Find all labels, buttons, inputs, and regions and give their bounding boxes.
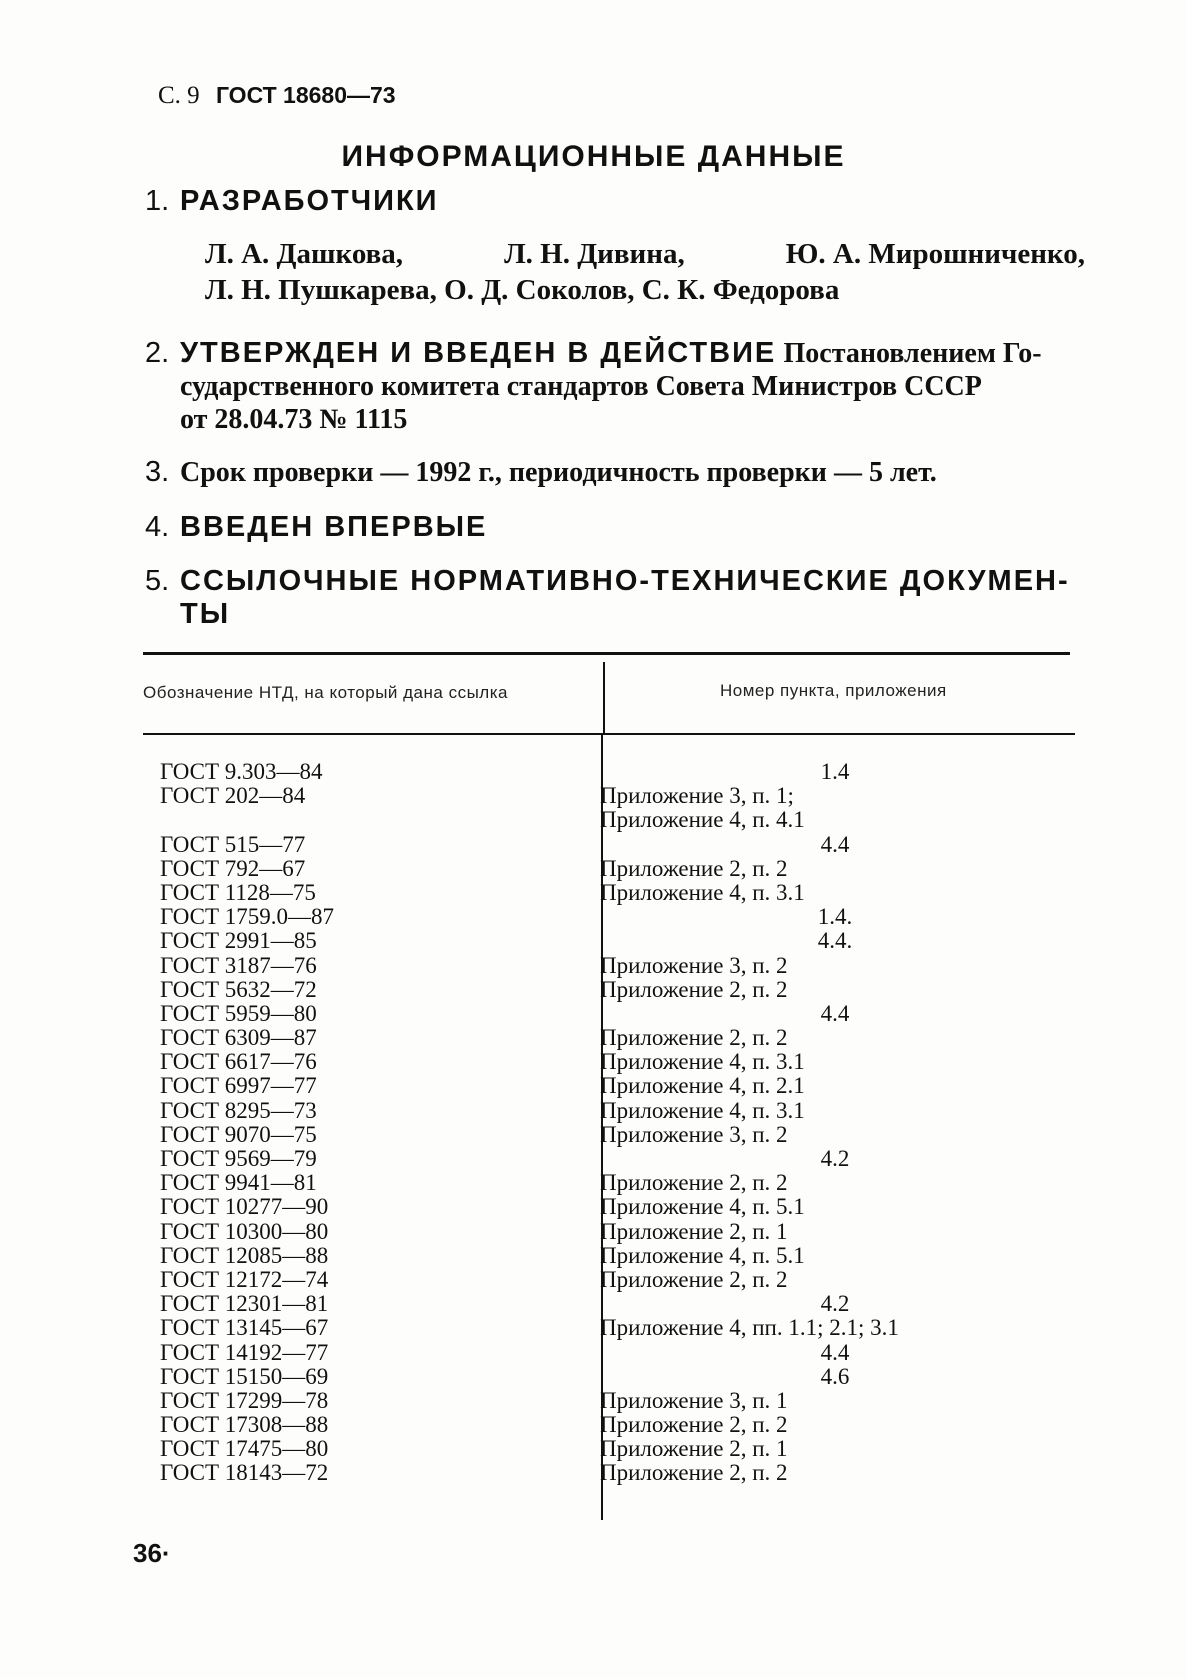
table-cell: Приложение 4, п. 5.1 [600, 1194, 805, 1220]
table-cell: ГОСТ 515—77 [160, 831, 306, 857]
table-cell: ГОСТ 8295—73 [160, 1097, 317, 1123]
table-cell: Приложение 3, п. 1; [600, 783, 794, 809]
page-ref: С. 9 [158, 82, 200, 109]
table-cell: ГОСТ 6997—77 [160, 1073, 317, 1099]
table-cell: Приложение 2, п. 2 [600, 1170, 788, 1196]
table-cell: ГОСТ 9070—75 [160, 1121, 317, 1147]
section-4: 4. ВВЕДЕН ВПЕРВЫЕ [145, 511, 488, 543]
section-1-title: РАЗРАБОТЧИКИ [180, 185, 439, 217]
table-cell: ГОСТ 10277—90 [160, 1194, 329, 1220]
table-cell: ГОСТ 202—84 [160, 783, 306, 809]
table-cell: ГОСТ 6309—87 [160, 1025, 317, 1051]
table-cell: Приложение 3, п. 2 [600, 952, 788, 978]
table-cell: Приложение 2, п. 2 [600, 855, 788, 881]
page-number: 36· [133, 1538, 171, 1568]
table-cell: 4.4 [820, 1000, 850, 1026]
table-cell: ГОСТ 5632—72 [160, 976, 317, 1002]
table-cell: ГОСТ 17308—88 [160, 1412, 329, 1438]
table-cell: Приложение 2, п. 2 [600, 1025, 788, 1051]
header-column-divider [603, 662, 605, 734]
table-cell: ГОСТ 10300—80 [160, 1218, 329, 1244]
table-cell: Приложение 2, п. 2 [600, 1460, 788, 1486]
table-cell: ГОСТ 15150—69 [160, 1363, 329, 1389]
authors-list [205, 236, 1085, 308]
table-cell: 4.4 [820, 831, 850, 857]
table-cell: 4.2 [820, 1146, 850, 1171]
section-1-heading: 1. РАЗРАБОТЧИКИ [145, 185, 439, 217]
table-cell: Приложение 2, п. 2 [600, 1412, 788, 1438]
table-cell: ГОСТ 1759.0—87 [160, 904, 335, 930]
table-cell: Приложение 4, п. 3.1 [600, 879, 805, 905]
table-cell: Приложение 2, п. 2 [600, 976, 788, 1002]
table-cell: 1.4. [817, 904, 853, 930]
table-cell: ГОСТ 14192—77 [160, 1339, 329, 1365]
author: Л. А. Дашкова, [205, 238, 404, 270]
table-cell: 4.4 [820, 1339, 850, 1365]
table-cell: Приложение 2, п. 1 [600, 1436, 788, 1462]
table-cell: Приложение 2, п. 2 [600, 1266, 788, 1292]
table-cell: ГОСТ 9941—81 [160, 1170, 317, 1196]
table-cell: ГОСТ 9569—79 [160, 1146, 317, 1171]
author: Ю. А. Мирошниченко, [785, 238, 1085, 270]
table-cell: ГОСТ 9.303—84 [160, 759, 323, 784]
table-cell: Приложение 4, п. 4.1 [600, 807, 805, 833]
table-top-rule [143, 652, 1070, 655]
table-cell: 4.4. [817, 928, 853, 954]
authors-line-2: Л. Н. Пушкарева, О. Д. Соколов, С. К. Федорова [205, 274, 840, 306]
ntd-column [160, 760, 580, 1486]
table-cell: ГОСТ 17475—80 [160, 1436, 329, 1462]
table-cell: ГОСТ 12172—74 [160, 1266, 329, 1292]
table-cell: ГОСТ 5959—80 [160, 1000, 317, 1026]
table-cell: ГОСТ 13145—67 [160, 1315, 329, 1341]
table-cell: Приложение 2, п. 1 [600, 1218, 788, 1244]
section-3: 3. Срок проверки — 1992 г., периодичность проверки — 5 лет. [145, 456, 937, 488]
table-cell: ГОСТ 792—67 [160, 855, 306, 881]
column-header-item: Номер пункта, приложения [720, 681, 947, 700]
table-cell: Приложение 4, п. 5.1 [600, 1242, 805, 1268]
table-header-rule [143, 733, 1075, 735]
page-header [158, 82, 396, 110]
table-cell: Приложение 3, п. 2 [600, 1121, 788, 1147]
table-cell: Приложение 4, п. 3.1 [600, 1097, 805, 1123]
table-cell: ГОСТ 12301—81 [160, 1291, 329, 1317]
table-cell: Приложение 4, п. 2.1 [600, 1073, 805, 1099]
table-cell: 1.4 [820, 759, 850, 784]
table-cell: ГОСТ 2991—85 [160, 928, 317, 954]
table-cell: ГОСТ 12085—88 [160, 1242, 329, 1268]
table-cell: 4.2 [820, 1291, 850, 1317]
table-cell: ГОСТ 18143—72 [160, 1460, 329, 1486]
section-2: 2. УТВЕРЖДЕН И ВВЕДЕН В ДЕЙСТВИЕ Постановлением Го- сударственного комитета стандартов Совета Министров СССР от 28.04.73 № 1115 [145, 337, 1042, 435]
table-cell: ГОСТ 17299—78 [160, 1387, 329, 1413]
column-header-ntd: Обозначение НТД, на который дана ссылка [143, 683, 508, 702]
table-cell: ГОСТ 1128—75 [160, 879, 316, 905]
gost-number: ГОСТ 18680—73 [215, 82, 396, 108]
table-cell: Приложение 4, п. 3.1 [600, 1049, 805, 1075]
table-cell: ГОСТ 6617—76 [160, 1049, 317, 1075]
table-cell [160, 808, 580, 832]
table-cell: ГОСТ 3187—76 [160, 952, 317, 978]
section-5: 5. ССЫЛОЧНЫЕ НОРМАТИВНО-ТЕХНИЧЕСКИЕ ДОКУМЕН- ТЫ [145, 565, 1070, 630]
table-cell: Приложение 3, п. 1 [600, 1387, 788, 1413]
item-column [600, 760, 1090, 1486]
table-cell: 4.6 [820, 1363, 850, 1389]
author: Л. Н. Дивина, [504, 238, 685, 270]
page-title: ИНФОРМАЦИОННЫЕ ДАННЫЕ [341, 140, 846, 173]
section-2-title: УТВЕРЖДЕН И ВВЕДЕН В ДЕЙСТВИЕ [180, 337, 777, 369]
table-cell: Приложение 4, пп. 1.1; 2.1; 3.1 [600, 1315, 899, 1341]
